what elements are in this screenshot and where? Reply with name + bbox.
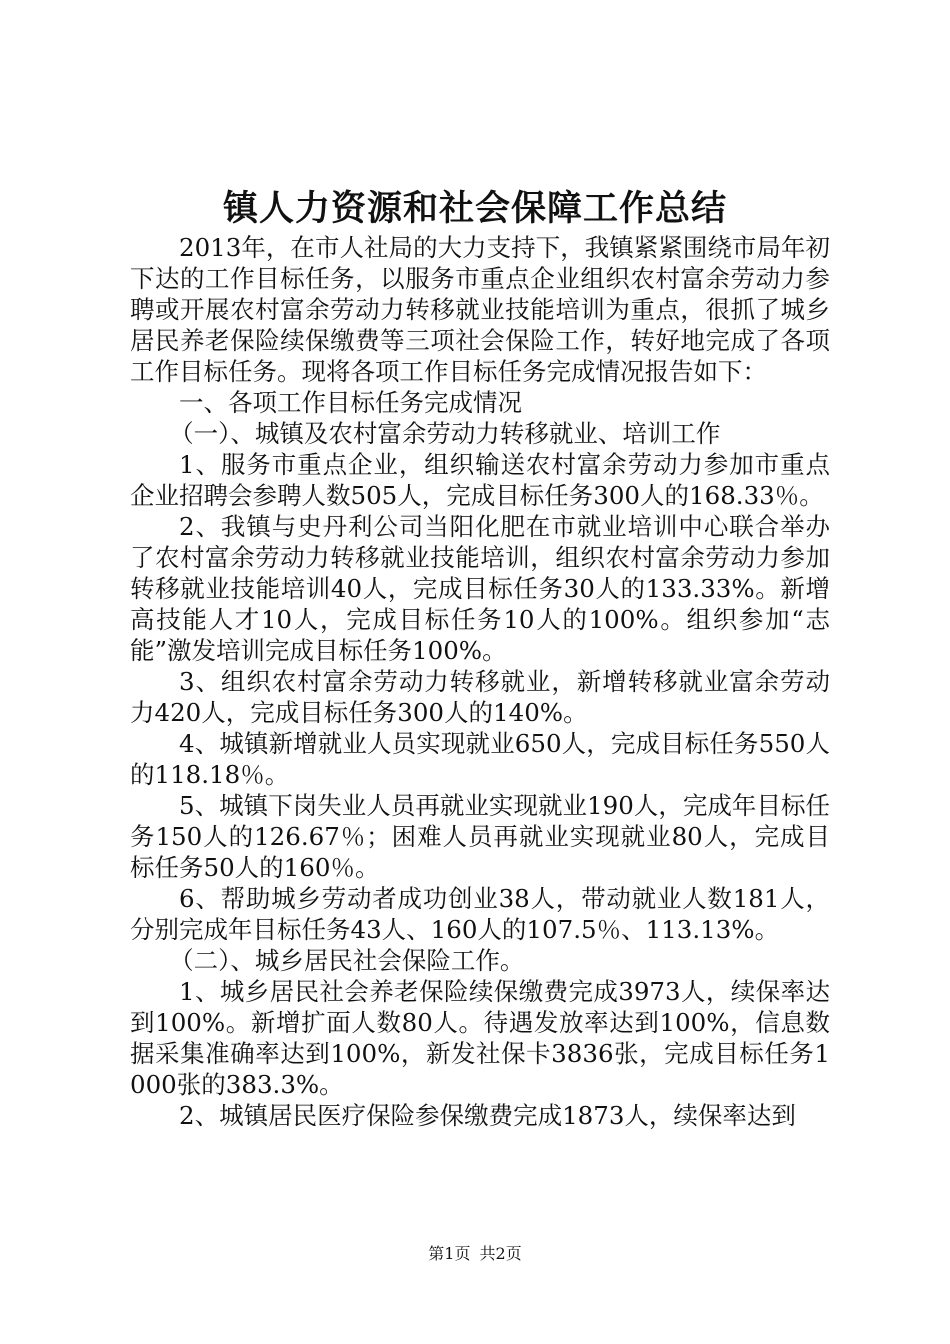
paragraph-item-1: 1、服务市重点企业，组织输送农村富余劳动力参加市重点企业招聘会参聘人数505人，完成目标任务300人的168.33％。 [130, 450, 830, 510]
page-footer [0, 1243, 950, 1265]
section-heading-1: 一、各项工作目标任务完成情况 [179, 388, 522, 417]
document-body [130, 232, 830, 1131]
page-total: 共2页 [479, 1244, 522, 1263]
document-title: 镇人力资源和社会保障工作总结 [222, 188, 727, 229]
intro-paragraph: 2013年，在市人社局的大力支持下，我镇紧紧围绕市局年初下达的工作目标任务，以服务市重点企业组织农村富余劳动力参聘或开展农村富余劳动力转移就业技能培训为重点，很抓了城乡居民养老保险续保缴费等三项社会保险工作，转好地完成了各项工作目标任务。现将各项工作目标任务完成情况报告如下： [130, 233, 830, 386]
paragraph-item-2: 2、我镇与史丹利公司当阳化肥在市就业培训中心联合举办了农村富余劳动力转移就业技能培训，组织农村富余劳动力参加转移就业技能培训40人，完成目标任务30人的133.33%。新增高技能人才10人，完成目标任务10人的100%。组织参加“志能”激发培训完成目标任务100%。 [130, 512, 830, 665]
subsection-heading-1: （一）、城镇及农村富余劳动力转移就业、培训工作 [169, 419, 721, 448]
paragraph-item-6: 6、帮助城乡劳动者成功创业38人，带动就业人数181人，分别完成年目标任务43人、160人的107.5％、113.13%。 [130, 884, 830, 944]
paragraph-item-7: 1、城乡居民社会养老保险续保缴费完成3973人，续保率达到100%。新增扩面人数80人。待遇发放率达到100%，信息数据采集准确率达到100%，新发社保卡3836张，完成目标任务1000张的383.3%。 [130, 977, 830, 1099]
paragraph-item-5: 5、城镇下岗失业人员再就业实现就业190人，完成年目标任务150人的126.67％；困难人员再就业实现就业80人，完成目标任务50人的160％。 [130, 791, 830, 882]
paragraph-item-8: 2、城镇居民医疗保险参保缴费完成1873人，续保率达到 [179, 1101, 796, 1130]
paragraph-item-4: 4、城镇新增就业人员实现就业650人，完成目标任务550人的118.18％。 [130, 729, 830, 789]
page-number: 第1页 [428, 1244, 471, 1263]
subsection-heading-2: （二）、城乡居民社会保险工作。 [169, 946, 525, 975]
paragraph-item-3: 3、组织农村富余劳动力转移就业，新增转移就业富余劳动力420人，完成目标任务300人的140%。 [130, 667, 830, 727]
